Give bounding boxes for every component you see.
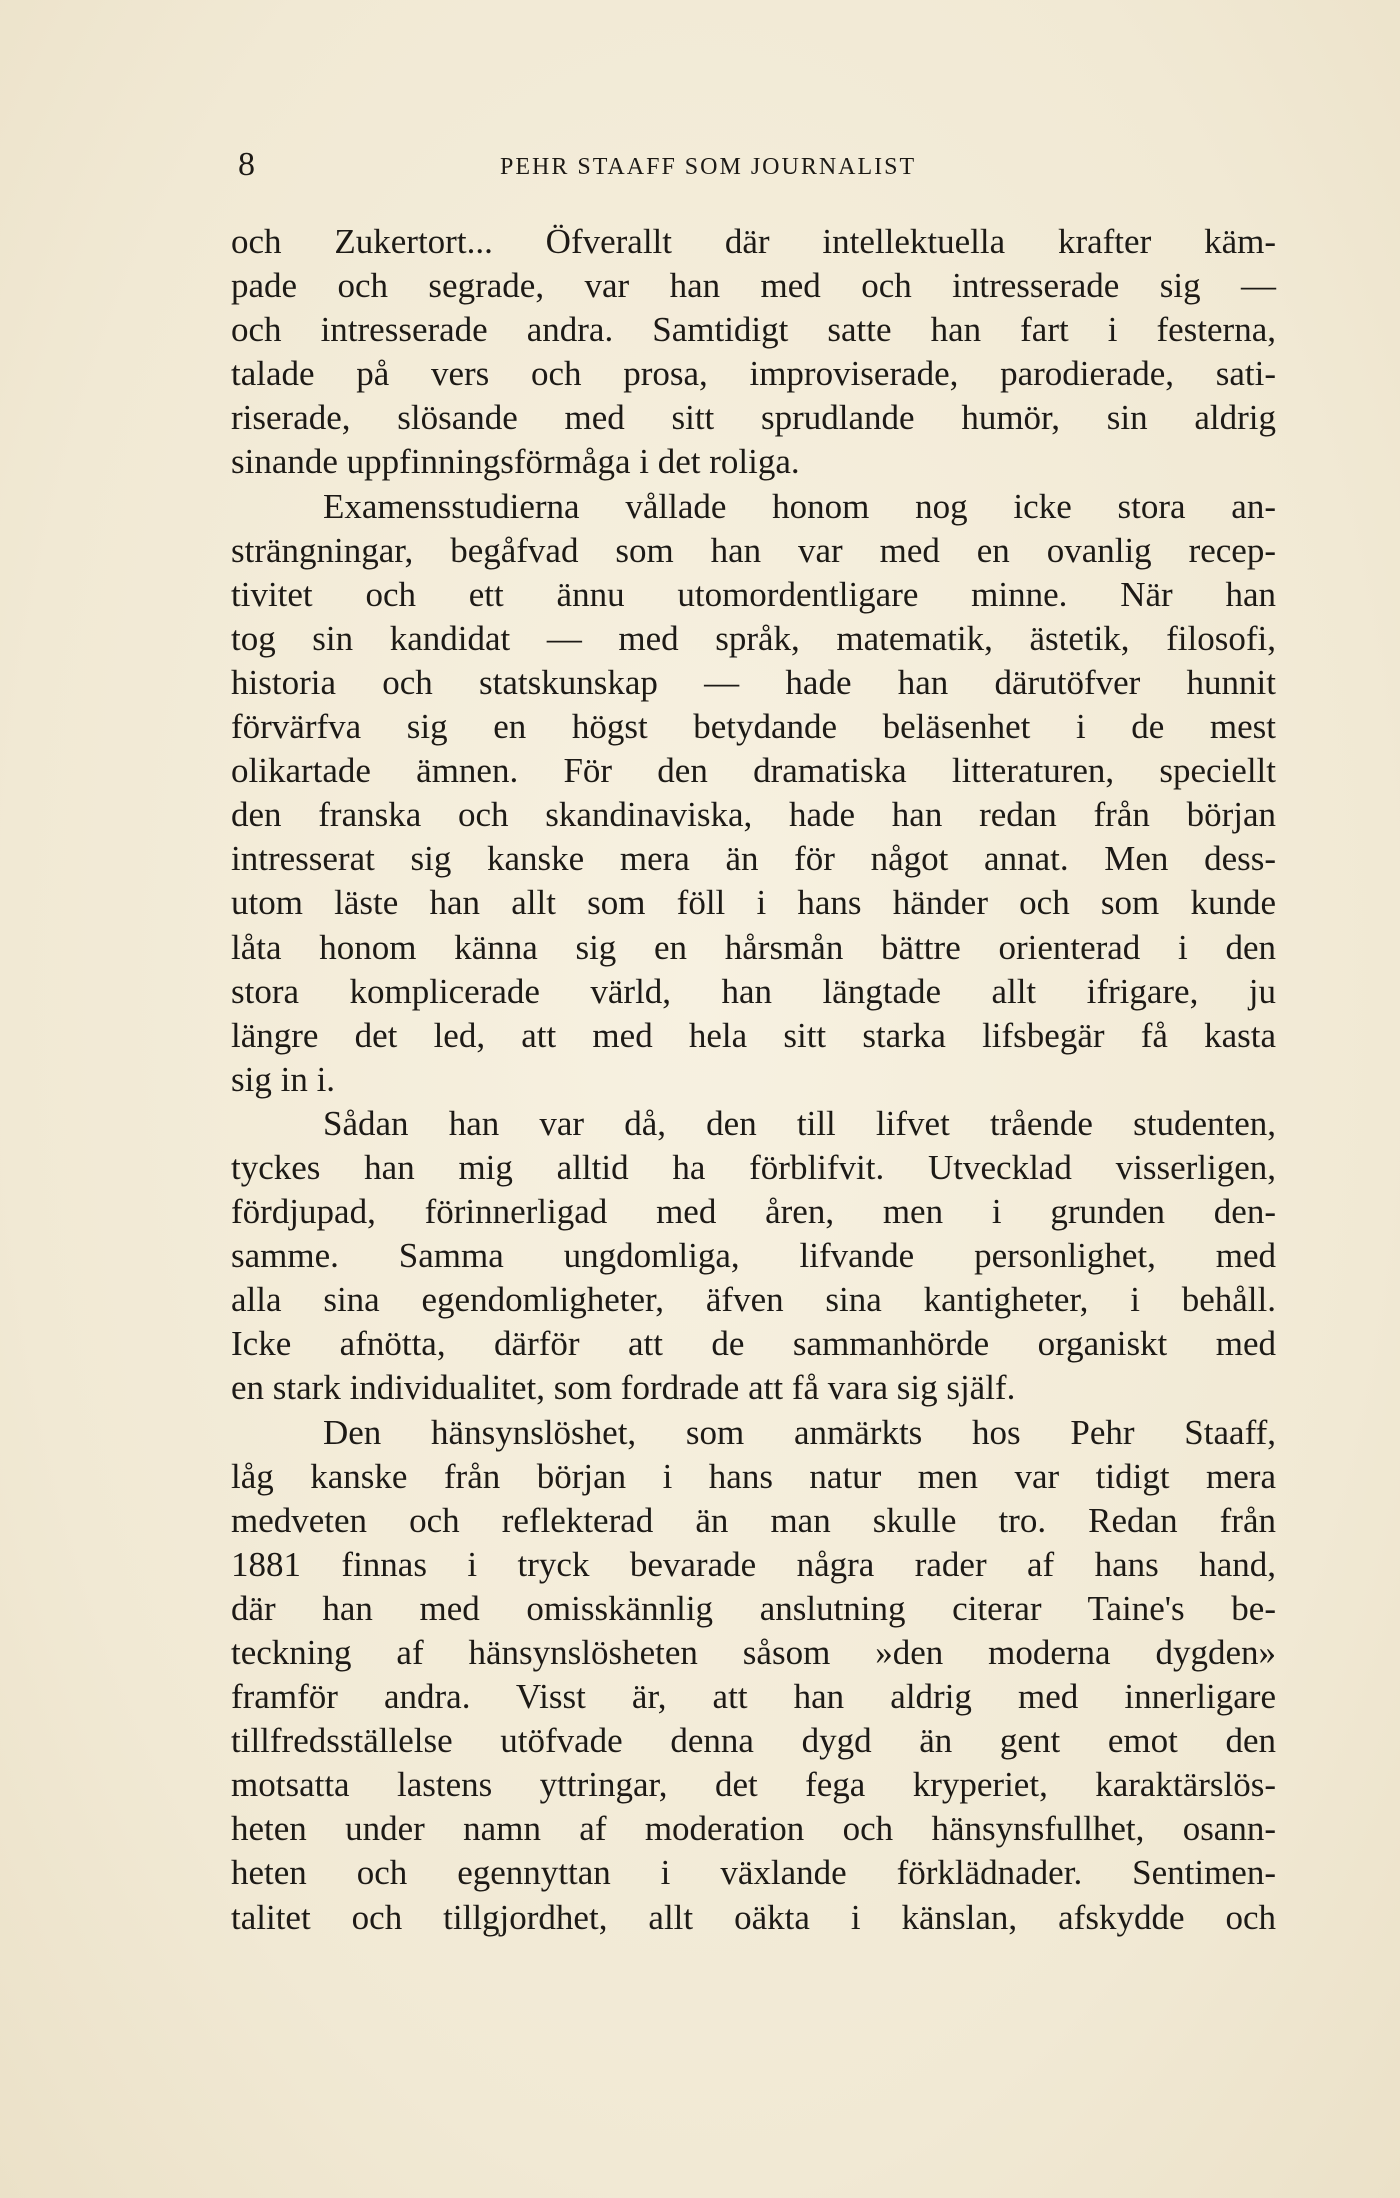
page-header: [238, 146, 998, 186]
text-line: riserade, slösande med sitt sprudlande humör, sin aldrig: [231, 398, 1276, 438]
text-line: stora komplicerade värld, han längtade allt ifrigare, ju: [231, 971, 1276, 1011]
running-title: PEHR STAAFF SOM JOURNALIST: [500, 154, 917, 180]
text-line: strängningar, begåfvad som han var med en ovanlig recep-: [231, 530, 1276, 570]
text-line: heten och egennyttan i växlande förklädnader. Sentimen-: [231, 1853, 1276, 1893]
text-line: sinande uppfinningsförmåga i det roliga.: [231, 442, 800, 482]
text-line: och Zukertort... Öfverallt där intellektuella krafter käm-: [231, 222, 1276, 261]
text-line: den franska och skandinaviska, hade han redan från början: [231, 795, 1276, 835]
text-line: framför andra. Visst är, att han aldrig med innerligare: [231, 1677, 1276, 1717]
text-line: Icke afnötta, därför att de sammanhörde organiskt med: [231, 1324, 1276, 1364]
text-line: alla sina egendomligheter, äfven sina kantigheter, i behåll.: [231, 1280, 1276, 1320]
text-line: tog sin kandidat — med språk, matematik, ästetik, filosofi,: [231, 618, 1276, 658]
text-line: förvärfva sig en högst betydande beläsenhet i de mest: [231, 707, 1276, 747]
text-line: motsatta lastens yttringar, det fega kryperiet, karaktärslös-: [231, 1765, 1276, 1805]
text-line: teckning af hänsynslösheten såsom »den moderna dygden»: [231, 1633, 1276, 1672]
text-line: tivitet och ett ännu utomordentligare minne. När han: [231, 574, 1276, 614]
text-line: historia och statskunskap — hade han därutöfver hunnit: [231, 662, 1276, 702]
text-line: tyckes han mig alltid ha förblifvit. Utvecklad visserligen,: [231, 1147, 1276, 1187]
text-line: där han med omisskännlig anslutning citerar Taine's be-: [231, 1588, 1276, 1628]
text-line: talade på vers och prosa, improviserade, parodierade, sati-: [231, 354, 1276, 394]
text-line: Sådan han var då, den till lifvet trående studenten,: [323, 1103, 1276, 1143]
page-number: 8: [238, 146, 255, 183]
text-line: längre det led, att med hela sitt starka lifsbegär få kasta: [231, 1015, 1276, 1055]
text-line: Examensstudierna vållade honom nog icke stora an-: [323, 486, 1276, 526]
text-line: utom läste han allt som föll i hans händer och som kunde: [231, 883, 1276, 923]
body-text: [231, 220, 1276, 1940]
text-line: sig in i.: [231, 1059, 336, 1099]
text-line: och intresserade andra. Samtidigt satte han fart i festerna,: [231, 310, 1276, 350]
text-line: medveten och reflekterad än man skulle tro. Redan från: [231, 1500, 1276, 1540]
text-line: intresserat sig kanske mera än för något annat. Men dess-: [231, 839, 1276, 879]
text-line: samme. Samma ungdomliga, lifvande personlighet, med: [231, 1236, 1276, 1276]
text-line: heten under namn af moderation och hänsynsfullhet, osann-: [231, 1809, 1276, 1849]
text-line: Den hänsynslöshet, som anmärkts hos Pehr Staaff,: [323, 1412, 1276, 1452]
text-line: talitet och tillgjordhet, allt oäkta i känslan, afskydde och: [231, 1897, 1276, 1937]
text-line: låta honom känna sig en hårsmån bättre orienterad i den: [231, 927, 1276, 967]
text-line: pade och segrade, var han med och intresserade sig —: [231, 266, 1276, 306]
text-line: låg kanske från början i hans natur men var tidigt mera: [231, 1456, 1276, 1496]
text-line: fördjupad, förinnerligad med åren, men i grunden den-: [231, 1192, 1276, 1232]
text-line: tillfredsställelse utöfvade denna dygd än gent emot den: [231, 1721, 1276, 1761]
text-line: en stark individualitet, som fordrade att få vara sig själf.: [231, 1368, 1016, 1408]
text-line: olikartade ämnen. För den dramatiska litteraturen, speciellt: [231, 751, 1276, 791]
text-line: 1881 finnas i tryck bevarade några rader af hans hand,: [231, 1544, 1276, 1584]
